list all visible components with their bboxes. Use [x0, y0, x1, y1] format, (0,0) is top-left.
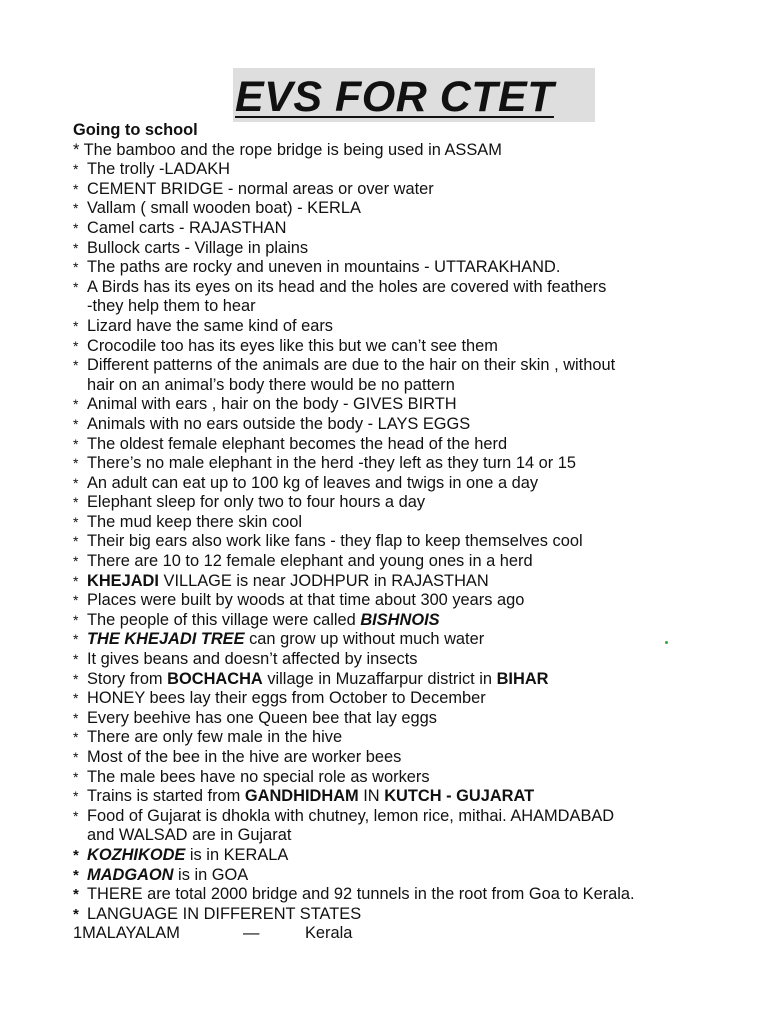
text-segment: The people of this village were called: [87, 610, 361, 629]
text-segment: The male bees have no special role as workers: [87, 767, 430, 786]
text-segment: Most of the bee in the hive are worker bees: [87, 748, 402, 766]
list-item-text: [87, 513, 713, 533]
list-item-text: [87, 435, 713, 455]
text-segment: village in Muzaffarpur district in: [262, 669, 497, 688]
list-item: [73, 572, 713, 592]
bullet-icon: *: [73, 749, 79, 765]
list-item: [73, 650, 713, 670]
list-item-text: [87, 160, 713, 180]
stray-dot: [665, 641, 668, 644]
bullet-icon: *: [73, 357, 79, 374]
list-item-text: [87, 866, 713, 886]
list-item-text: [87, 846, 713, 866]
list-item: [73, 807, 713, 846]
list-item-text: [87, 317, 713, 337]
bullet-icon: *: [73, 161, 79, 178]
list-item-text: [87, 787, 713, 807]
bullet-icon: *: [73, 592, 79, 609]
list-item-text: [87, 532, 713, 552]
list-item-text: [87, 709, 713, 729]
bullet-icon: *: [73, 219, 79, 236]
text-segment: is in KERALA: [185, 845, 289, 864]
text-segment: Animals with no ears outside the body - LAYS EGGS: [87, 414, 471, 433]
bullet-icon: *: [73, 729, 79, 746]
text-segment: Camel carts - RAJASTHAN: [87, 218, 287, 237]
text-segment: BOCHACHA: [167, 669, 263, 688]
list-item-text: [87, 748, 713, 768]
bullet-icon: *: [73, 396, 79, 413]
text-segment: Different patterns of the animals are due to the hair on their skin , without: [87, 356, 616, 375]
list-item: [73, 866, 713, 886]
list-item-text: [87, 885, 713, 905]
bullet-icon: *: [73, 866, 79, 884]
language-row: [73, 924, 713, 944]
list-item-text: [87, 474, 713, 494]
list-item: [73, 317, 713, 337]
list-item: [73, 337, 713, 357]
bullet-icon: *: [73, 494, 79, 511]
section-heading: Going to school: [73, 121, 198, 139]
list-item: [73, 846, 713, 866]
intro-line: * The bamboo and the rope bridge is being used in ASSAM: [73, 140, 502, 159]
text-segment: Story from: [87, 669, 168, 688]
list-item: [73, 415, 713, 435]
bullet-icon: *: [73, 474, 79, 491]
bullet-icon: *: [73, 846, 79, 864]
text-segment: LANGUAGE IN DIFFERENT STATES: [87, 904, 362, 923]
language-state: Kerala: [305, 924, 353, 943]
bullet-icon: *: [73, 670, 79, 687]
continuation-line: -they help them to hear: [87, 297, 256, 316]
text-segment: MADGAON: [87, 865, 174, 884]
text-segment: THERE are total 2000 bridge and 92 tunnels in the root from Goa to Kerala.: [87, 885, 635, 904]
notes-body: [73, 121, 713, 944]
text-segment: There are 10 to 12 female elephant and young ones in a herd: [87, 552, 533, 571]
bullet-icon: *: [73, 651, 79, 668]
bullet-list: [73, 160, 713, 924]
list-item: [73, 748, 713, 768]
text-segment: There are only few male in the hive: [87, 728, 343, 747]
bullet-icon: *: [73, 572, 79, 589]
text-segment: The trolly -LADAKH: [87, 160, 231, 179]
list-item-text: [87, 239, 713, 259]
list-item: [73, 689, 713, 709]
bullet-icon: *: [73, 317, 79, 334]
text-segment: VILLAGE is near JODHPUR in RAJASTHAN: [158, 571, 489, 590]
list-item: [73, 219, 713, 239]
list-item-text: [87, 630, 713, 650]
bullet-icon: *: [73, 180, 79, 197]
list-item: [73, 768, 713, 788]
text-segment: GANDHIDHAM: [244, 787, 359, 806]
list-item: [73, 513, 713, 533]
bullet-icon: *: [73, 239, 79, 256]
text-segment: HONEY bees lay their eggs from October to December: [87, 689, 486, 708]
list-item-text: [87, 689, 713, 709]
language-name: 1MALAYALAM: [73, 924, 180, 943]
text-segment: The mud keep there skin cool: [87, 512, 303, 531]
list-item-text: [87, 768, 713, 788]
list-item: [73, 474, 713, 494]
list-item-text: [87, 493, 713, 513]
list-item: [73, 591, 713, 611]
list-item: [73, 199, 713, 219]
text-segment: Crocodile too has its eyes like this but we can’t see them: [87, 336, 498, 355]
text-segment: Vallam ( small wooden boat) - KERLA: [87, 199, 361, 218]
bullet-icon: *: [73, 513, 79, 530]
bullet-icon: *: [73, 435, 79, 452]
text-segment: BIHAR: [496, 669, 549, 688]
bullet-icon: *: [73, 905, 79, 923]
list-item-text: [87, 278, 713, 317]
list-item-text: [87, 356, 713, 395]
list-item-text: [87, 415, 713, 435]
list-item-text: [87, 905, 713, 925]
text-segment: The paths are rocky and uneven in mountains - UTTARAKHAND.: [87, 258, 561, 277]
text-segment: KHEJADI: [87, 571, 159, 590]
list-item-text: [87, 591, 713, 611]
bullet-icon: *: [73, 259, 79, 276]
list-item-text: [87, 552, 713, 572]
bullet-icon: *: [73, 886, 79, 904]
list-item: [73, 611, 713, 631]
text-segment: Trains is started from: [87, 787, 245, 806]
bullet-icon: *: [73, 200, 79, 217]
list-item-text: [87, 572, 713, 592]
list-item-text: [87, 337, 713, 357]
text-segment: Animal with ears , hair on the body - GIVES BIRTH: [87, 395, 457, 414]
list-item: [73, 278, 713, 317]
bullet-icon: *: [73, 709, 79, 726]
list-item-text: [87, 650, 713, 670]
list-item-text: [87, 807, 713, 846]
continuation-line: hair on an animal’s body there would be no pattern: [87, 375, 455, 394]
text-segment: Lizard have the same kind of ears: [87, 316, 333, 335]
text-segment: CEMENT BRIDGE - normal areas or over water: [87, 179, 434, 198]
list-item-text: [87, 219, 713, 239]
bullet-icon: *: [73, 278, 79, 295]
list-item: [73, 160, 713, 180]
text-segment: An adult can eat up to 100 kg of leaves and twigs in one a day: [87, 473, 539, 492]
list-item-text: [87, 611, 713, 631]
list-item: [73, 552, 713, 572]
text-segment: BISHNOIS: [360, 610, 440, 629]
bullet-icon: *: [73, 415, 79, 432]
text-segment: THE KHEJADI TREE: [87, 630, 245, 649]
text-segment: Elephant sleep for only two to four hours a day: [87, 493, 426, 512]
bullet-icon: *: [73, 788, 79, 805]
text-segment: Their big ears also work like fans - they flap to keep themselves cool: [87, 532, 583, 551]
bullet-icon: *: [73, 337, 79, 354]
continuation-line: and WALSAD are in Gujarat: [87, 826, 292, 845]
text-segment: KUTCH - GUJARAT: [384, 787, 535, 806]
language-dash: —: [243, 924, 260, 943]
list-item: [73, 905, 713, 925]
bullet-icon: *: [73, 807, 79, 824]
text-segment: is in GOA: [173, 865, 249, 884]
text-segment: A Birds has its eyes on its head and the holes are covered with feathers: [87, 277, 607, 296]
page-title: EVS FOR CTET: [235, 73, 554, 121]
list-item: [73, 435, 713, 455]
text-segment: KOZHIKODE: [87, 845, 186, 864]
list-item: [73, 239, 713, 259]
list-item: [73, 709, 713, 729]
list-item: [73, 493, 713, 513]
list-item: [73, 454, 713, 474]
text-segment: It gives beans and doesn’t affected by insects: [87, 650, 418, 669]
text-segment: can grow up without much water: [244, 630, 485, 649]
bullet-icon: *: [73, 455, 79, 472]
bullet-icon: *: [73, 533, 79, 550]
list-item: [73, 630, 713, 650]
list-item-text: [87, 395, 713, 415]
text-segment: IN: [358, 787, 385, 806]
bullet-icon: *: [73, 611, 79, 628]
bullet-icon: *: [73, 768, 79, 785]
list-item: [73, 395, 713, 415]
list-item: [73, 532, 713, 552]
list-item-text: [87, 199, 713, 219]
text-segment: The oldest female elephant becomes the head of the herd: [87, 434, 508, 453]
list-item: [73, 180, 713, 200]
list-item: [73, 258, 713, 278]
bullet-icon: *: [73, 553, 79, 570]
list-item-text: [87, 454, 713, 474]
list-item-text: [87, 258, 713, 278]
text-segment: Every beehive has one Queen bee that lay eggs: [87, 708, 437, 727]
text-segment: Bullock carts - Village in plains: [87, 238, 309, 257]
list-item: [73, 670, 713, 690]
list-item: [73, 728, 713, 748]
list-item-text: [87, 728, 713, 748]
bullet-icon: *: [73, 690, 79, 707]
text-segment: Food of Gujarat is dhokla with chutney, lemon rice, mithai. AHAMDABAD: [87, 806, 615, 825]
list-item-text: [87, 180, 713, 200]
list-item-text: [87, 670, 713, 690]
text-segment: There’s no male elephant in the herd -they left as they turn 14 or 15: [87, 454, 576, 473]
bullet-icon: *: [73, 631, 79, 648]
list-item: [73, 787, 713, 807]
list-item: [73, 885, 713, 905]
text-segment: Places were built by woods at that time about 300 years ago: [87, 591, 525, 610]
list-item: [73, 356, 713, 395]
